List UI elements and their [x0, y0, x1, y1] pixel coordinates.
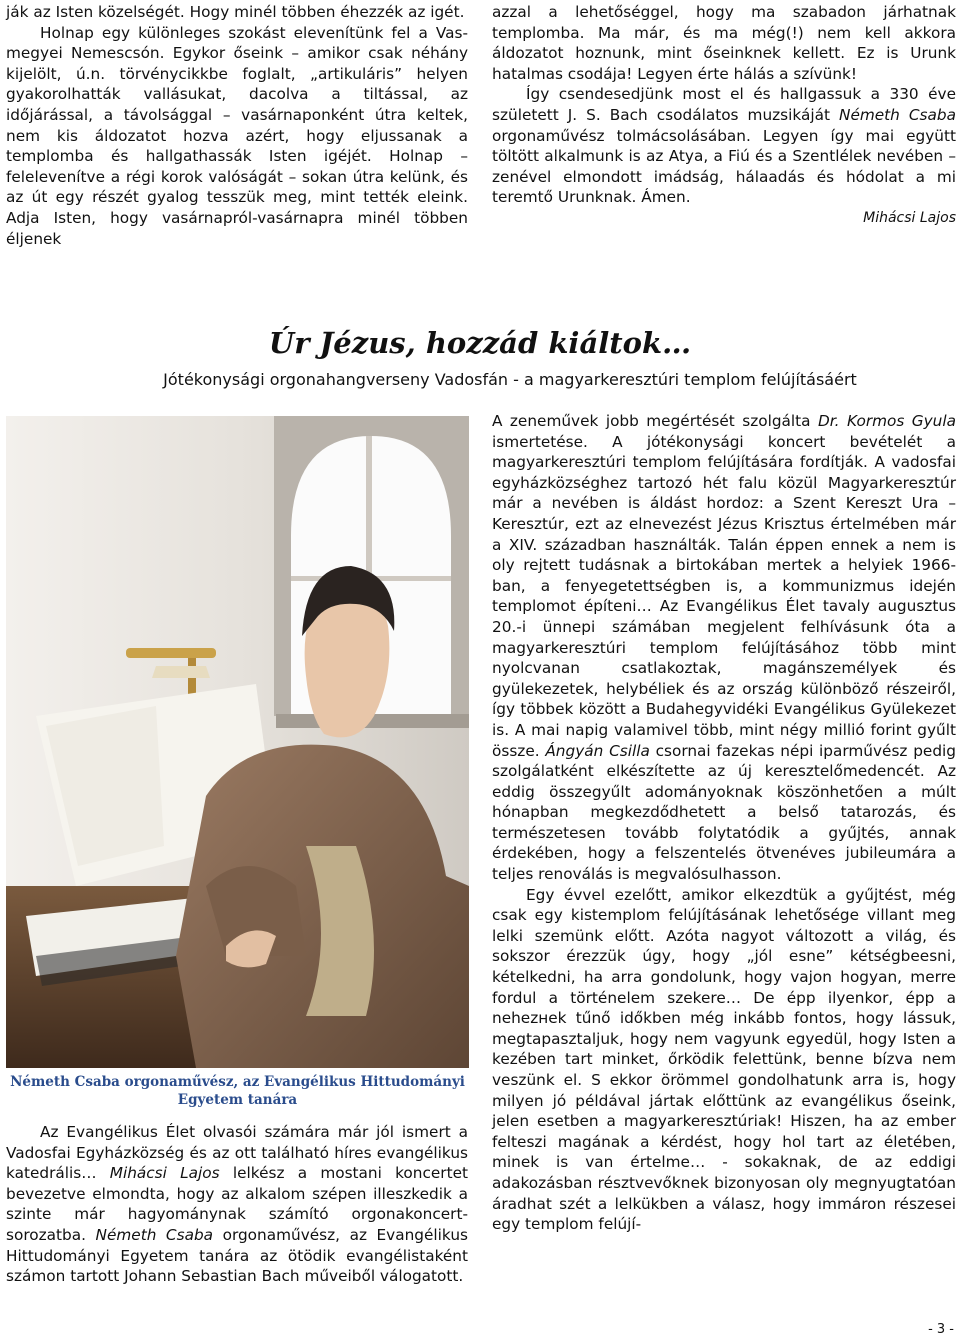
text: A zeneművek jobb megértését szolgálta [492, 412, 818, 430]
photo-caption: Németh Csaba orgonaművész, az Evangélikus Hittudományi Egyetem tanára [10, 1074, 465, 1108]
signature: Mihácsi Lajos [863, 209, 956, 226]
text: orgonaművész tolmácsolásában. Legyen így mai együtt töltött alkalmunk is az Atya, a Fiú és a Szentlélek nevében – zenével elmondott imádság, hálaadás és hódolat a mi teremtő Urunknak. Ámen. [492, 126, 956, 207]
paragraph [492, 411, 956, 885]
text-column-top-left [6, 2, 468, 249]
text: orgonaművész, az Evangélikus Hittudományi Egyetem tanára az ötödik evangélistaként számon tartott Johann Sebastian Bach műveiből válogatott. [6, 1225, 468, 1286]
text: lelkész a mostani koncertet bevezetve elmondta, hogy az alkalom szépen illeszkedik a szinte már hagyománynak számító orgonakoncert-sorozatba. [6, 1164, 468, 1244]
text: Így csendesedjünk most el és hallgassuk a 330 éve született J. S. Bach csodálatos muzsikáját [492, 85, 956, 124]
paragraph: ják az Isten közelségét. Hogy minél többen éhezzék az igét. [6, 3, 465, 21]
article-subtitle: Jótékonysági orgonahangverseny Vadosfán - a magyarkeresztúri templom felújításáért [163, 370, 857, 389]
text-column-top-right [492, 2, 956, 229]
paragraph [6, 1122, 468, 1287]
paragraph: azzal a lehetőséggel, hogy ma szabadon járhatnak templomba. Ma már, és ma még(!) nem kell akkora áldozatot hoznunk, mint őseinknek kellett. Ez is Urunk hatalmas csodája! Legyen érte hálás a szívünk! [492, 3, 956, 83]
article-title: Úr Jézus, hozzád kiáltok… [268, 326, 692, 360]
person-name: Németh Csaba [95, 1225, 214, 1244]
page-number: - 3 - [928, 1322, 954, 1337]
text: csornai fazekas népi iparművész pedig szolgálatként elkészítette az új keresztelőmedencét. Az eddig összegyűlt adományoknak köszönhetően a múlt hónapban megkezdődhetett a belső tatarozás, és természetesen tovább folytatódik a gyűjtés, annak érdekében, hogy a felszentelés ötvenéves jubileumára a teljes renoválás is megvalósulhasson. [492, 741, 956, 884]
text: Az Evangélikus Élet olvasói számára már jól ismert a Vadosfai Egyházközség és az ott található híres evangélikus katedrális… [6, 1123, 468, 1183]
text-column-bottom-right [492, 411, 956, 1235]
text: ismertetése. A jótékonysági koncert bevételét a magyarkeresztúri templom felújítására fordítják. A vadosfai egyházközséghez tartozó hét falu közül Magyarkeresztúr már a nevében is áldást hordoz: a Szent Kereszt Ura – Keresztúr, ezt az elnevezést Jézus Krisztus értelmében már a XIV. században használták. Talán éppen ennek a nem is oly rejtett tudásnak a birtokában mertek a helyiek 1966-ban, a fenyegetettségben is, a kommunizmus idején templomot építeni… Az Evangélikus Élet tavaly augusztus 20.-i ünnepi számában megjelent felhívásunk óta a magyarkeresztúri templom felújításához több mint nyolcvanan csatlakoztak, magánszemélyek és gyülekezetek, helybéliek és az ország különböző részeiről, így többek között a Budahegyvidéki Evangélikus Gyülekezet is. A mai napig valamivel több, mint négy millió forint gyűlt össze. [492, 432, 956, 760]
text-column-bottom-left [6, 1122, 468, 1287]
paragraph: Egy évvel ezelőtt, amikor elkezdtük a gyűjtést, még csak egy kistemplom felújításának lehetősége villant meg lelki szemünk előtt. Azóta nagyot változott a világ, és sokszor érezzük úgy, hogy „jól esne” kétségbeesni, kételkedni, ha arra gondolunk, hogy vajon hogyan, merre fordul a történelem szekere… De épp ilyenkor, épp a nehezнek tűnő időkben még inkább fontos, hogy lássuk, megtapasztaljuk, hogy nem vagyunk egyedül, hogy Isten a kezében tart minket, őrködik felettünk, benne bízva nem veszünk el. S ekkor örömmel gondolhatunk arra is, hogy milyen jó példával jártak előttünk az evangélikus őseink, jelen esetben a magyarkeresztúriak! Hiszen, ha az ember felteszi magának a kérdést, hogy hol tart az életében, minek is van értelme… - sokaknak, de az eddigi adakozásban résztvevőknek bizonyosan oly megnyugtatóan áradhat szét a lelkükben a válasz, hogy immáron részesei egy templom felújí- [492, 885, 956, 1234]
paragraph [492, 84, 956, 208]
person-name: Németh Csaba [839, 105, 956, 124]
paragraph: Holnap egy különleges szokást elevenítünk fel a Vas-megyei Nemescsón. Egykor őseink – amikor csak néhány kijelölt, ú.n. törvénycikkbe foglalt, „artikuláris” helyen gyakorolhatták vallásukat, dacolva a tiltással, az időjárással, a távolsággal – vasárnaponként útra keltek, nem kis áldozatot hozva azért, hogy eljussanak a templomba és hallgathassák Isten igéjét. Holnap – felelevenítve a régi korok valóságát – sokan útra kelünk, és az út egy részét gyalog tesszük meg, mint tették eleink. Adja Isten, hogy vasárnapról-vasárnapra minél többen éljenek [6, 23, 468, 248]
organist-photo [6, 416, 469, 1068]
person-name: Dr. Kormos Gyula [818, 412, 956, 430]
person-name: Ángyán Csilla [545, 741, 650, 760]
person-name: Mihácsi Lajos [109, 1164, 220, 1183]
